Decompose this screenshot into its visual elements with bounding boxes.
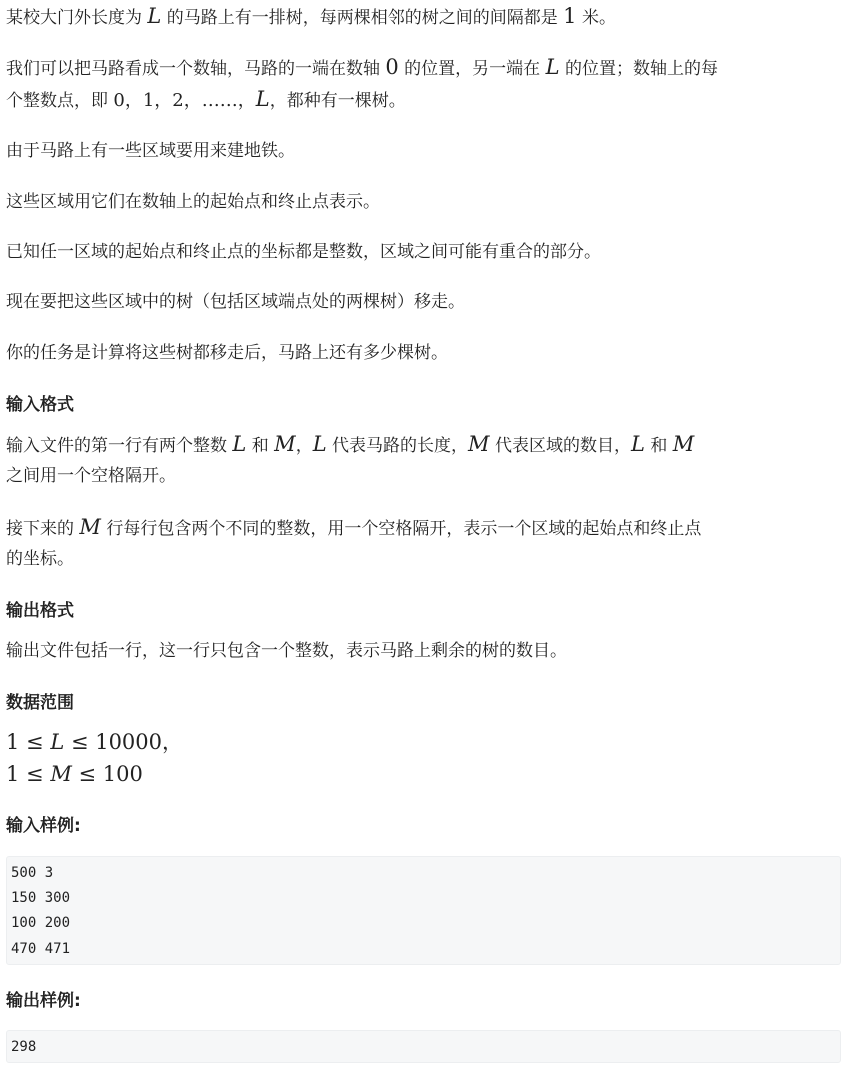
sample-input-codebox <box>6 856 841 965</box>
statement-paragraph-6: 现在要把这些区域中的树（包括区域端点处的两棵树）移走。 <box>6 292 465 312</box>
input-format-line-2: 之间用一个空格隔开。 <box>6 466 176 486</box>
data-range-heading: 数据范围 <box>6 693 74 713</box>
sample-input-heading: 输入样例: <box>6 816 81 836</box>
statement-paragraph-2-line-1: 我们可以把马路看成一个数轴，马路的一端在数轴 0 的位置，另一端在 L 的位置；数轴上的每 <box>6 55 718 79</box>
sample-output-heading: 输出样例: <box>6 991 81 1011</box>
statement-paragraph-5: 已知任一区域的起始点和终止点的坐标都是整数，区域之间可能有重合的部分。 <box>6 242 601 262</box>
statement-paragraph-4: 这些区域用它们在数轴上的起始点和终止点表示。 <box>6 192 380 212</box>
sample-output-line: 298 <box>11 1039 37 1055</box>
input-format-line-3: 接下来的 M 行每行包含两个不同的整数，用一个空格隔开，表示一个区域的起始点和终止点 <box>6 515 702 539</box>
statement-paragraph-7: 你的任务是计算将这些树都移走后，马路上还有多少棵树。 <box>6 343 448 363</box>
data-range-m: 1 ≤ M ≤ 100 <box>6 762 143 786</box>
input-format-line-4: 的坐标。 <box>6 549 74 569</box>
sample-input-line: 500 3 <box>11 865 54 881</box>
input-format-heading: 输入格式 <box>6 395 74 415</box>
sample-input-line: 470 471 <box>11 941 71 957</box>
statement-paragraph-1: 某校大门外长度为 L 的马路上有一排树，每两棵相邻的树之间的间隔都是 1 米。 <box>6 4 616 28</box>
data-range-l: 1 ≤ L ≤ 10000， <box>6 730 184 754</box>
output-format-heading: 输出格式 <box>6 601 74 621</box>
sample-output-codebox <box>6 1030 841 1063</box>
statement-paragraph-3: 由于马路上有一些区域要用来建地铁。 <box>6 141 295 161</box>
sample-input-line: 100 200 <box>11 915 71 931</box>
output-format-text: 输出文件包括一行，这一行只包含一个整数，表示马路上剩余的树的数目。 <box>6 641 567 661</box>
sample-input-line: 150 300 <box>11 890 71 906</box>
statement-paragraph-2-line-2: 个整数点，即 0，1，2，……，L，都种有一棵树。 <box>6 87 406 111</box>
input-format-line-1: 输入文件的第一行有两个整数 L 和 M，L 代表马路的长度，M 代表区域的数目，L 和 M <box>6 432 695 456</box>
